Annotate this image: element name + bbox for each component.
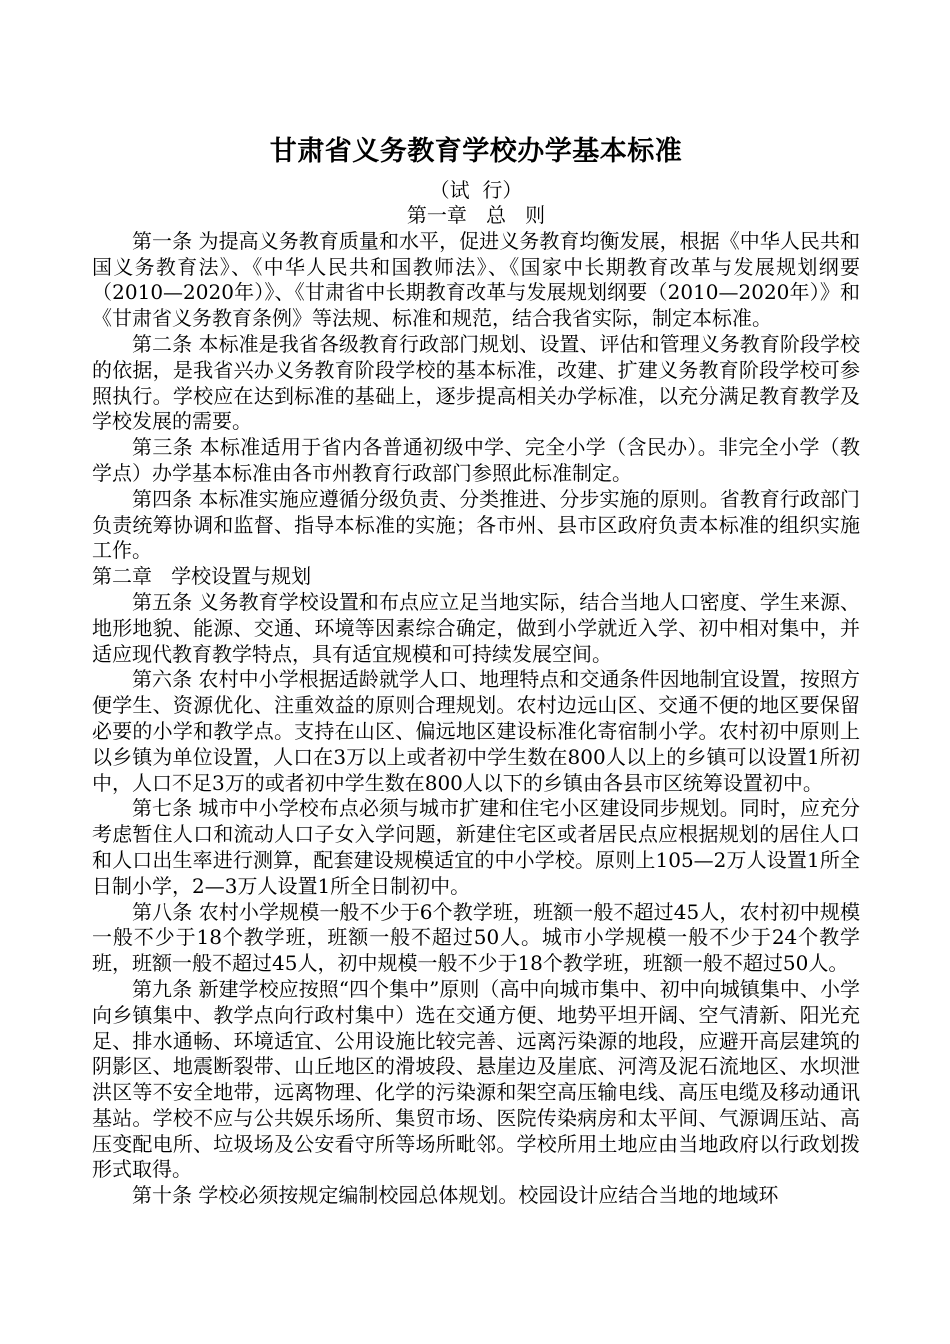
article-3: 第三条 本标准适用于省内各普通初级中学、完全小学（含民办）。非完全小学（教学点）办学基本标准由各市州教育行政部门参照此标准制定。 — [92, 435, 860, 485]
article-7: 第七条 城市中小学校布点必须与城市扩建和住宅小区建设同步规划。同时，应充分考虑暂住人口和流动人口子女入学问题，新建住宅区或者居民点应根据规划的居住人口和人口出生率进行测算，配套建设规模适宜的中小学校。原则上105—2万人设置1所全日制小学，2—3万人设置1所全日制初中。 — [92, 796, 860, 898]
article-10: 第十条 学校必须按规定编制校园总体规划。校园设计应结合当地的地域环 — [132, 1183, 779, 1208]
chapter-heading-2: 第二章 学校设置与规划 — [92, 564, 312, 589]
article-2: 第二条 本标准是我省各级教育行政部门规划、设置、评估和管理义务教育阶段学校的依据，是我省兴办义务教育阶段学校的基本标准，改建、扩建义务教育阶段学校可参照执行。学校应在达到标准的基础上，逐步提高相关办学标准，以充分满足教育教学及学校发展的需要。 — [92, 331, 860, 434]
article-1: 第一条 为提高义务教育质量和水平，促进义务教育均衡发展，根据《中华人民共和国义务教育法》、《中华人民共和国教师法》、《国家中长期教育改革与发展规划纲要（2010—2020年）》、《甘肃省中长期教育改革与发展规划纲要（2010—2020年）》和《甘肃省义务教育条例》等法规、标准和规范，结合我省实际，制定本标准。 — [92, 228, 860, 331]
article-4: 第四条 本标准实施应遵循分级负责、分类推进、分步实施的原则。省教育行政部门负责统筹协调和监督、指导本标准的实施；各市州、县市区政府负责本标准的组织实施工作。 — [92, 486, 860, 563]
document-body — [92, 128, 860, 1209]
document-subtitle: （试 行） — [429, 178, 523, 202]
chapter-heading-1: 第一章 总 则 — [406, 203, 546, 227]
article-6: 第六条 农村中小学根据适龄就学人口、地理特点和交通条件因地制宜设置，按照方便学生、资源优化、注重效益的原则合理规划。农村边远山区、交通不便的地区要保留必要的小学和教学点。支持在山区、偏远地区建设标准化寄宿制小学。农村初中原则上以乡镇为单位设置，人口在3万以上或者初中学生数在800人以上的乡镇可以设置1所初中，人口不足3万的或者初中学生数在800人以下的乡镇由各县市区统筹设置初中。 — [92, 667, 860, 795]
article-5: 第五条 义务教育学校设置和布点应立足当地实际，结合当地人口密度、学生来源、地形地貌、能源、交通、环境等因素综合确定，做到小学就近入学、初中相对集中，并适应现代教育教学特点，具有适宜规模和可持续发展空间。 — [92, 589, 860, 666]
page-title: 甘肃省义务教育学校办学基本标准 — [269, 136, 683, 167]
article-8: 第八条 农村小学规模一般不少于6个教学班，班额一般不超过45人，农村初中规模一般不少于18个教学班，班额一般不超过50人。城市小学规模一般不少于24个教学班，班额一般不超过45人，初中规模一般不少于18个教学班，班额一般不超过50人。 — [92, 899, 860, 976]
article-9: 第九条 新建学校应按照“四个集中”原则（高中向城市集中、初中向城镇集中、小学向乡镇集中、教学点向行政村集中）选在交通方便、地势平坦开阔、空气清新、阳光充足、排水通畅、环境适宜、公用设施比较完善、远离污染源的地段，应避开高层建筑的阴影区、地震断裂带、山丘地区的滑坡段、悬崖边及崖底、河湾及泥石流地区、水坝泄洪区等不安全地带，远离物理、化学的污染源和架空高压输电线、高压电缆及移动通讯基站。学校不应与公共娱乐场所、集贸市场、医院传染病房和太平间、气源调压站、高压变配电所、垃圾场及公安看守所等场所毗邻。学校所用土地应由当地政府以行政划拨形式取得。 — [92, 976, 860, 1182]
